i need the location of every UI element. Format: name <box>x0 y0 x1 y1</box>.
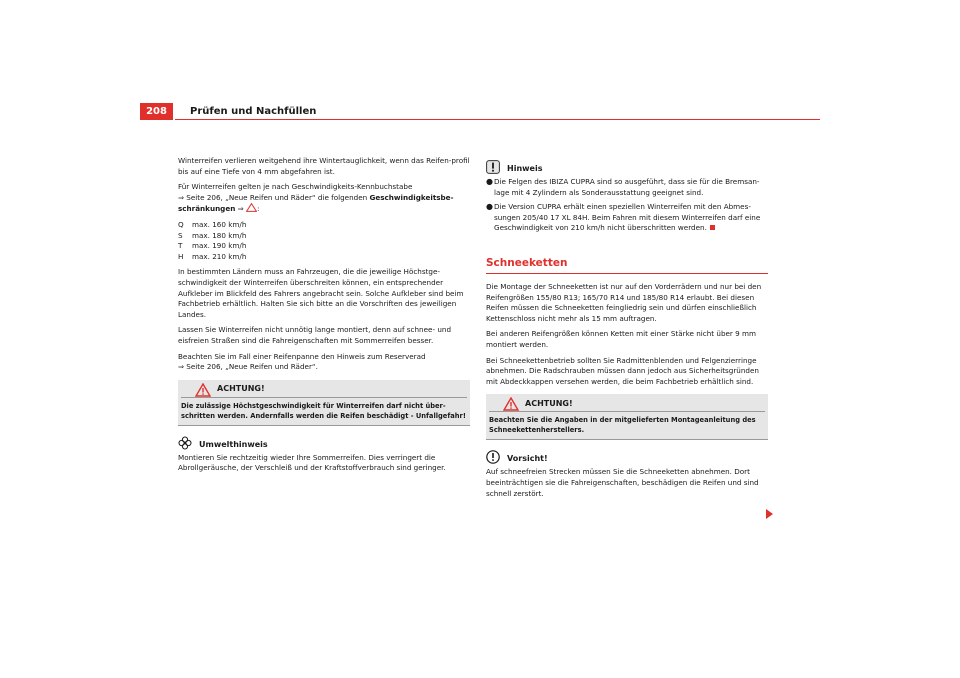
chapter-title: Prüfen und Nachfüllen <box>190 106 317 117</box>
environment-note-text: Montieren Sie rechtzeitig wieder Ihre Sommerreifen. Dies verringert die Abrollgeräusche, der Verschleiß und der Kraftstoffverbrauch sind geringer. <box>178 452 446 473</box>
page-number: 208 <box>140 103 173 120</box>
bullet-icon: ● <box>486 202 493 212</box>
warning-triangle-icon <box>246 203 257 212</box>
environment-note-title: Umwelthinweis <box>199 439 268 449</box>
page-reference-link[interactable]: ⇒ Seite 206, „Neue Reifen und Räder“. <box>178 362 318 372</box>
right-column <box>486 160 768 504</box>
warning-text: Beachten Sie die Angaben in der mitgelieferten Montageanleitung des Schneekettenherstellers. <box>489 411 765 435</box>
warning-triangle-icon <box>195 383 211 397</box>
paragraph-speed-rules: Für Winterreifen gelten je nach Geschwindigkeits-Kennbuchstabe ⇒ Seite 206, „Neue Reifen und Räder“ die folgenden Geschwindigkeitsbe-schränkungen ⇒ : <box>178 182 454 214</box>
exclamation-circle-icon <box>486 450 500 464</box>
note-title: Hinweis <box>507 164 543 173</box>
paragraph: Bei anderen Reifengrößen können Ketten mit einer Stärke nicht über 9 mm montiert werden. <box>486 329 757 349</box>
warning-header <box>489 397 765 411</box>
list-item: ● Die Version CUPRA erhält einen speziellen Winterreifen mit den Abmes-sungen 205/40 17 XL 84H. Beim Fahren mit diesem Winterreifen darf eine Geschwindigkeit von 210 km/h nicht überschritten werden. <box>486 202 761 233</box>
info-note-icon <box>486 160 500 174</box>
warning-box <box>178 380 470 426</box>
flower-icon <box>178 436 192 450</box>
section-end-mark <box>710 225 715 230</box>
paragraph: Bei Schneekettenbetrieb sollten Sie Radmittenblenden und Felgenzierringe abnehmen. Die Radschrauben müssen dann jedoch aus Sicherheitsgründen mit Abdeckkappen versehen werden, die beim Fachbetrieb erhältlich sind. <box>486 355 759 386</box>
speed-row: T max. 190 km/h <box>178 241 247 251</box>
paragraph: Die Montage der Schneeketten ist nur auf den Vorderrädern und nur bei den Reifengrößen 155/80 R13; 165/70 R14 und 185/80 R14 erlaubt. Bei diesen Reifen müssen die Schneeketten feingliedrig sein und dürfen einschließlich Kettenschloss nicht mehr als 15 mm auftragen. <box>486 281 762 323</box>
warning-header <box>181 383 467 397</box>
list-item: ● Die Felgen des IBIZA CUPRA sind so ausgeführt, dass sie für die Bremsan-lage mit 4 Zylindern als Sonderausstattung geeignet sind. <box>486 177 760 197</box>
note-header <box>486 160 768 174</box>
caution-text: Auf schneefreien Strecken müssen Sie die Schneeketten abnehmen. Dort beeinträchtigen sie die Fahreigenschaften, beschädigen die Reifen und sind schnell zerstört. <box>486 467 759 498</box>
speed-row: H max. 210 km/h <box>178 251 247 261</box>
header-rule <box>175 119 820 120</box>
page-reference-link[interactable]: ⇒ Seite 206, „Neue Reifen und Räder“ die folgenden <box>178 192 368 202</box>
environment-note-header <box>178 436 470 450</box>
speed-list <box>178 220 470 262</box>
warning-title: ACHTUNG! <box>217 384 265 394</box>
left-column <box>178 156 470 479</box>
warning-title: ACHTUNG! <box>525 399 573 409</box>
caution-title: Vorsicht! <box>507 454 548 464</box>
bullet-icon: ● <box>486 177 493 186</box>
warning-box <box>486 394 768 440</box>
section-heading: Schneeketten <box>486 256 768 274</box>
speed-row: Q max. 160 km/h <box>178 219 247 229</box>
warning-triangle-icon <box>503 397 519 411</box>
paragraph: Winterreifen verlieren weitgehend ihre Wintertauglichkeit, wenn das Reifen-profil bis auf eine Tiefe von 4 mm abgefahren ist. <box>178 156 470 176</box>
next-page-arrow-icon[interactable] <box>766 509 773 519</box>
paragraph: In bestimmten Ländern muss an Fahrzeugen, die die jeweilige Höchstge-schwindigkeit der Winterreifen überschreiten können, ein entsprechender Aufkleber im Blickfeld des Fahrers angebracht sein. Solche Aufkleber sind beim Fachbetrieb erhältlich. Halten Sie sich bitte an die Vorschriften des jeweiligen Landes. <box>178 267 464 319</box>
warning-text: Die zulässige Höchstgeschwindigkeit für Winterreifen darf nicht über-schritten werden. Andernfalls werden die Reifen beschädigt - Unfallgefahr! <box>181 397 467 421</box>
caution-header <box>486 450 768 464</box>
paragraph: Lassen Sie Winterreifen nicht unnötig lange montiert, denn auf schnee- und eisfreien Straßen sind die Fahreigenschaften mit Sommerreifen besser. <box>178 325 452 345</box>
speed-row: S max. 180 km/h <box>178 230 247 240</box>
paragraph: Beachten Sie im Fall einer Reifenpanne den Hinweis zum Reserverad ⇒ Seite 206, „Neue Reifen und Räder“. <box>178 351 426 372</box>
